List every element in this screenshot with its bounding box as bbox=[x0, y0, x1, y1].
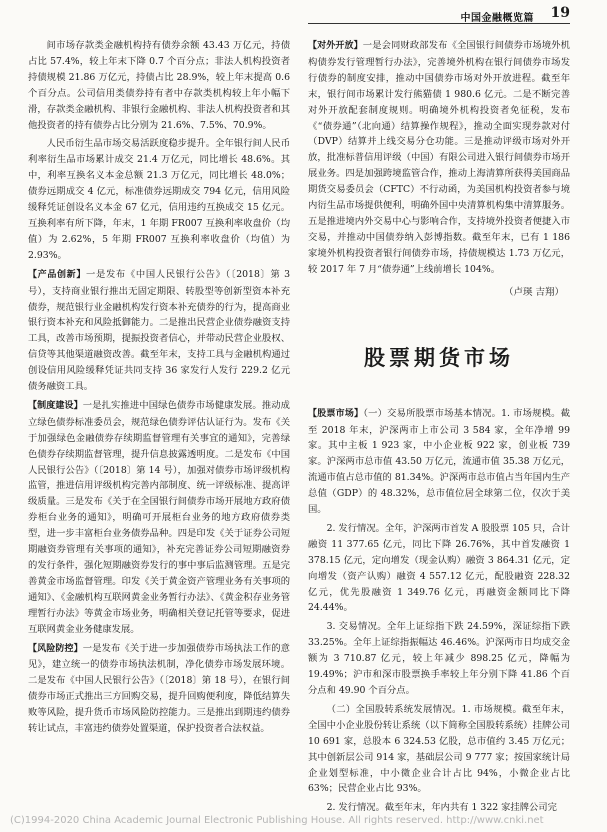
product-innovation-tag: 【产品创新】 bbox=[28, 269, 87, 280]
bond-holding-paragraph: 间市场存款类金融机构持有债券余额 43.43 万亿元，持债占比 57.4%，较上年末下降 0.7 个百分点；非法人机构投资者持债规模 21.86 万亿元，持债占比 28.9%，较上年末提高 0.6 个百分点。公司信用类债券持有者中存款类机构较上年小幅下滑，存款类金融机构、非银行金融机构、非法人机构投资者和其他投资者的持有债券占比分别为 21.6%、7.5%、70.9%。 bbox=[28, 40, 290, 131]
trading-paragraph: 3. 交易情况。全年上证综指下跌 24.59%，深证综指下跌 33.25%。全年上证综指振幅达 46.46%。沪深两市日均成交金额为 3 710.87 亿元，较上年减少 898.25 亿元，降幅为 19.49%；沪市和深市股票换手率较上年分别下降 41.86 个百分点和 49.90 个百分点。 bbox=[308, 621, 570, 696]
left-column bbox=[28, 38, 290, 740]
institution-building-text: 一是扎实推进中国绿色债券市场健康发展。推动成立绿色债券标准委员会，规范绿色债券评估认证行为。发布《关于加强绿色金融债券存续期监督管理有关事宜的通知》，完善绿色债券存续期监督管理，提升信息披露透明度。二是发布《中国人民银行公告》（〔2018〕第 14 号），加强对债券市场评级机构监管，推进信用评级机构完善内部制度、统一评级标准、提高评级质量。三是发布《关于在全国银行间债券市场开展地方政府债券柜台业务的通知》，明确可开展柜台业务的地方政府债券类型，进一步丰富柜台业务债券品种。四是印发《关于证券公司短期融资券管理有关事项的通知》，补充完善证券公司短期融资券的发行条件，强化短期融资券发行的事中事后监测管理。五是完善黄金市场监督管理。印发《关于黄金资产管理业务有关事项的通知》、《金融机构互联网黄金业务暂行办法》、《黄金积存业务管理暂行办法》等黄金市场业务，明确相关登记托管等要求，促进互联网黄金业务健康发展。 bbox=[28, 399, 290, 635]
product-innovation-text: 一是发布《中国人民银行公告》（〔2018〕第 3 号），支持商业银行推出无固定期限、转股型等创新型资本补充债券，规范银行业金融机构发行资本补充债券的行为，提高商业银行资本补充和风险抵御能力。二是推出民营企业债券融资支持工具，改善市场预期，提振投资者信心，并带动民营企业股权、信贷等其他渠道融资改善。截至年末，支持工具与金融机构通过创设信用风险缓释凭证共同支持 36 家发行人发行 229.2 亿元债务融资工具。 bbox=[28, 268, 290, 393]
stock-market-tag: 【股票市场】 bbox=[308, 408, 364, 419]
header-divider bbox=[308, 23, 570, 24]
copyright-watermark: (C)1994-2020 China Academic Journal Electronic Publishing House. All rights reserved. http://www.cnki.net bbox=[10, 815, 544, 826]
page-number: 19 bbox=[550, 5, 570, 21]
product-innovation-paragraph bbox=[28, 267, 290, 395]
risk-control-text: 一是发布《关于进一步加强债券市场执法工作的意见》，建立统一的债券市场执法机制，净化债券市场发展环境。二是发布《中国人民银行公告》（〔2018〕第 18 号），在银行间债券市场正式推出三方回购交易，提升回购便利度，降低结算失败等风险，提升货币市场风险防控能力。三是推出到期违约债券转让试点，丰富违约债券处置渠道，保护投资者合法权益。 bbox=[28, 642, 290, 735]
neeq-paragraph: （二）全国股转系统发展情况。1. 市场规模。截至年末，全国中小企业股份转让系统（以下简称全国股转系统）挂牌公司 10 691 家，总股本 6 324.53 亿股，总市值约 3.45 万亿元；其中创新层公司 914 家，基础层公司 9 777 家；按国家统计局企业划型标准，中小微企业合计占比 94%，小微企业占比 63%；民营企业占比 93%。 bbox=[308, 703, 570, 795]
page-header bbox=[308, 6, 570, 24]
section-title: 股票期货市场 bbox=[364, 345, 514, 370]
risk-control-tag: 【风险防控】 bbox=[28, 643, 83, 654]
author-credit: （卢瑛 吉翔） bbox=[503, 286, 564, 298]
right-column bbox=[308, 38, 570, 819]
stock-market-paragraph bbox=[308, 406, 570, 518]
derivatives-paragraph: 人民币衍生品市场交易活跃度稳步提升。全年银行间人民币利率衍生品市场累计成交 21.4 万亿元，同比增长 48.6%。其中，利率互换名义本金总额 21.3 万亿元，同比增长 48.0%；债券远期成交 4 亿元，标准债券远期成交 794 亿元，信用风险缓释凭证创设名义本金 67 亿元，信用违约互换成交 15 亿元。互换利率有所下降，年末，1 年期 FR007 互换利率收盘价（均值）为 2.62%，5 年期 FR007 互换利率收盘价（均值）为 2.93%。 bbox=[28, 138, 290, 261]
issuance-paragraph: 2. 发行情况。全年，沪深两市首发 A 股股票 105 只，合计融资 11 377.65 亿元，同比下降 26.76%，其中首发融资 1 378.15 亿元，定向增发（现金认购）融资 3 864.31 亿元，定向增发（资产认购）融资 4 557.12 亿元，配股融资 228.32 亿元，优先股融资 1 349.76 亿元，再融资金额同比下降 24.44%。 bbox=[308, 522, 570, 614]
institution-building-paragraph bbox=[28, 398, 290, 638]
opening-up-text: 一是会同财政部发布《全国银行间债券市场境外机构债券发行管理暂行办法》，完善境外机构在银行间债券市场发行债券的制度安排，推动中国债券市场对外开放进程。截至年末，银行间市场累计发行熊猫债 1 980.6 亿元。二是不断完善对外开放配套制度规则。明确境外机构投资者免征税，发布《“债券通”（北向通）结算操作规程》，推动全面实现券款对付（DVP）结算并上线交易分仓功能。三是推动评级市场对外开放，批准标普信用评级（中国）有限公司进入银行间债券市场开展业务。四是加强跨境监管合作，推动上海清算所获得美国商品期货交易委员会（CFTC）不行动函，为美国机构投资者参与境内衍生品市场提供便利，明确外国中央清算机构集中清算服务。五是推进境内外交易中心与影响合作，支持境外投资者便捷入市交易，并推动中国债券纳入彭博指数。截至年末，已有 1 186 家境外机构投资者银行间债券市场，持债规模达 1.73 万亿元，较 2017 年 7 月“债券通”上线前增长 104%。 bbox=[308, 40, 570, 275]
risk-control-paragraph bbox=[28, 641, 290, 737]
opening-up-tag: 【对外开放】 bbox=[308, 41, 363, 51]
neeq-issuance-paragraph: 2. 发行情况。截至年末，年内共有 1 322 家挂牌公司完 bbox=[326, 802, 557, 814]
journal-title: 中国金融概览篇 bbox=[460, 13, 534, 24]
stock-market-text: （一）交易所股票市场基本情况。1. 市场规模。截至 2018 年末，沪深两市上市公司 3 584 家，全年净增 99 家。其中主板 1 923 家，中小企业板 922 家，创业板 739 家。沪深两市总市值 43.50 万亿元，流通市值 35.38 万亿元，流通市值占总市值的 81.34%。沪深两市总市值占当年国内生产总值（GDP）的 48.32%，总市值位居全球第二位，仅次于美国。 bbox=[308, 407, 570, 516]
opening-up-paragraph bbox=[308, 38, 570, 278]
institution-building-tag: 【制度建设】 bbox=[28, 400, 83, 411]
